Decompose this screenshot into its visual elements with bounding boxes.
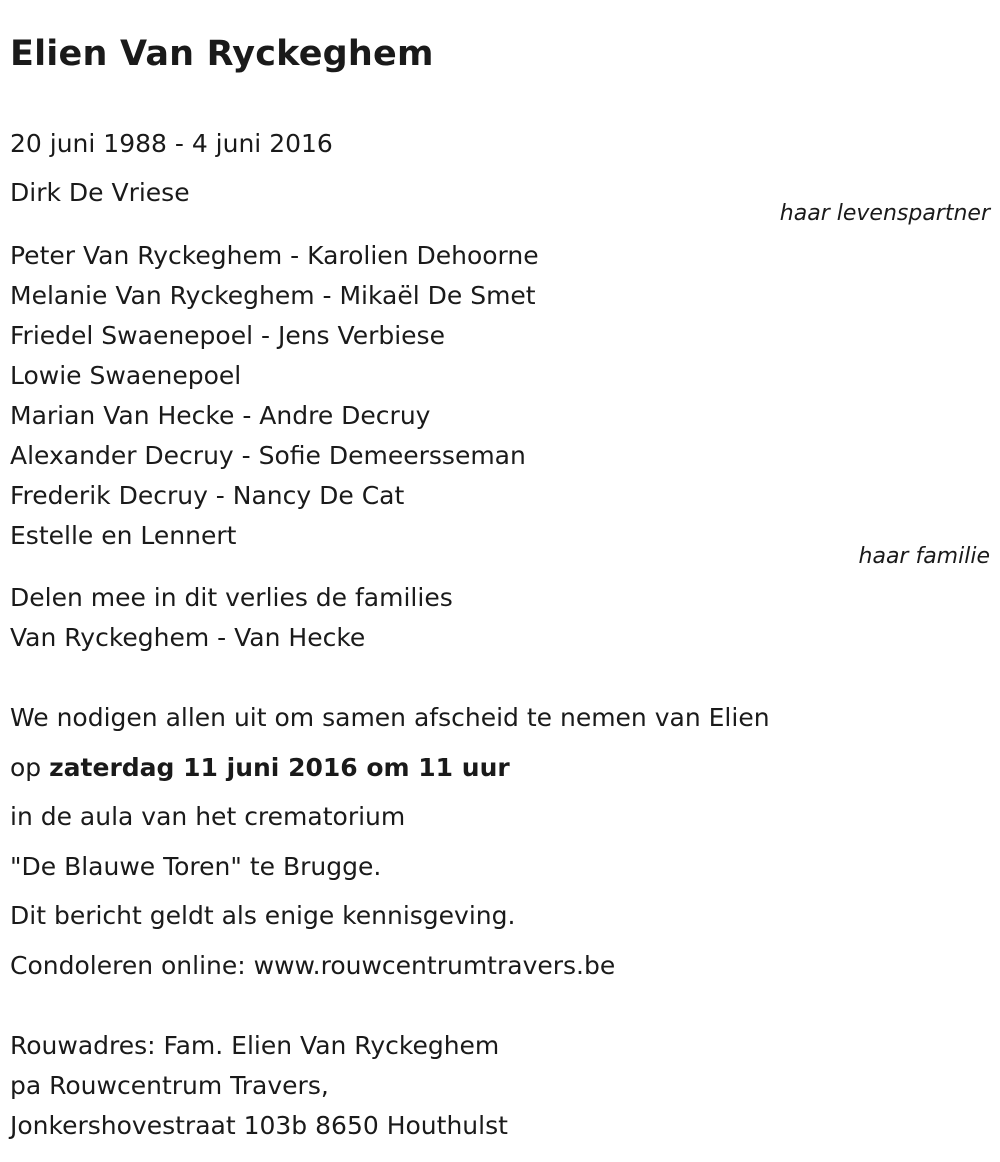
condolence-line: Condoleren online: www.rouwcentrumtravers.be xyxy=(10,951,616,980)
invitation-line-3: in de aula van het crematorium xyxy=(10,802,406,831)
family-member: Friedel Swaenepoel - Jens Verbiese xyxy=(10,321,445,350)
family-member: Alexander Decruy - Sofie Demeersseman xyxy=(10,441,526,470)
partner-role: haar levenspartner xyxy=(779,201,990,226)
invitation-date: zaterdag 11 juni 2016 om 11 uur xyxy=(49,753,510,782)
family-member: Frederik Decruy - Nancy De Cat xyxy=(10,481,405,510)
invitation-line-1: We nodigen allen uit om samen afscheid te nemen van Elien xyxy=(10,703,770,732)
address-line-2: pa Rouwcentrum Travers, xyxy=(10,1071,329,1100)
life-dates: 20 juni 1988 - 4 juni 2016 xyxy=(10,129,333,158)
family-list xyxy=(10,236,539,556)
invitation-line-4: "De Blauwe Toren" te Brugge. xyxy=(10,852,382,881)
deceased-name: Elien Van Ryckeghem xyxy=(10,34,434,74)
invitation-date-line xyxy=(10,748,510,788)
family-member: Melanie Van Ryckeghem - Mikaël De Smet xyxy=(10,281,536,310)
family-role: haar familie xyxy=(858,544,990,569)
address-line-1: Rouwadres: Fam. Elien Van Ryckeghem xyxy=(10,1031,500,1060)
invitation-line-5: Dit bericht geldt als enige kennisgeving. xyxy=(10,901,516,930)
families-line-1: Delen mee in dit verlies de families xyxy=(10,583,453,612)
address-line-3: Jonkershovestraat 103b 8650 Houthulst xyxy=(10,1111,508,1140)
family-member: Estelle en Lennert xyxy=(10,521,237,550)
families-line-2: Van Ryckeghem - Van Hecke xyxy=(10,623,366,652)
partner-name: Dirk De Vriese xyxy=(10,178,190,207)
family-member: Peter Van Ryckeghem - Karolien Dehoorne xyxy=(10,241,539,270)
invitation-date-prefix: op xyxy=(10,753,42,782)
family-member: Lowie Swaenepoel xyxy=(10,361,242,390)
family-member: Marian Van Hecke - Andre Decruy xyxy=(10,401,431,430)
